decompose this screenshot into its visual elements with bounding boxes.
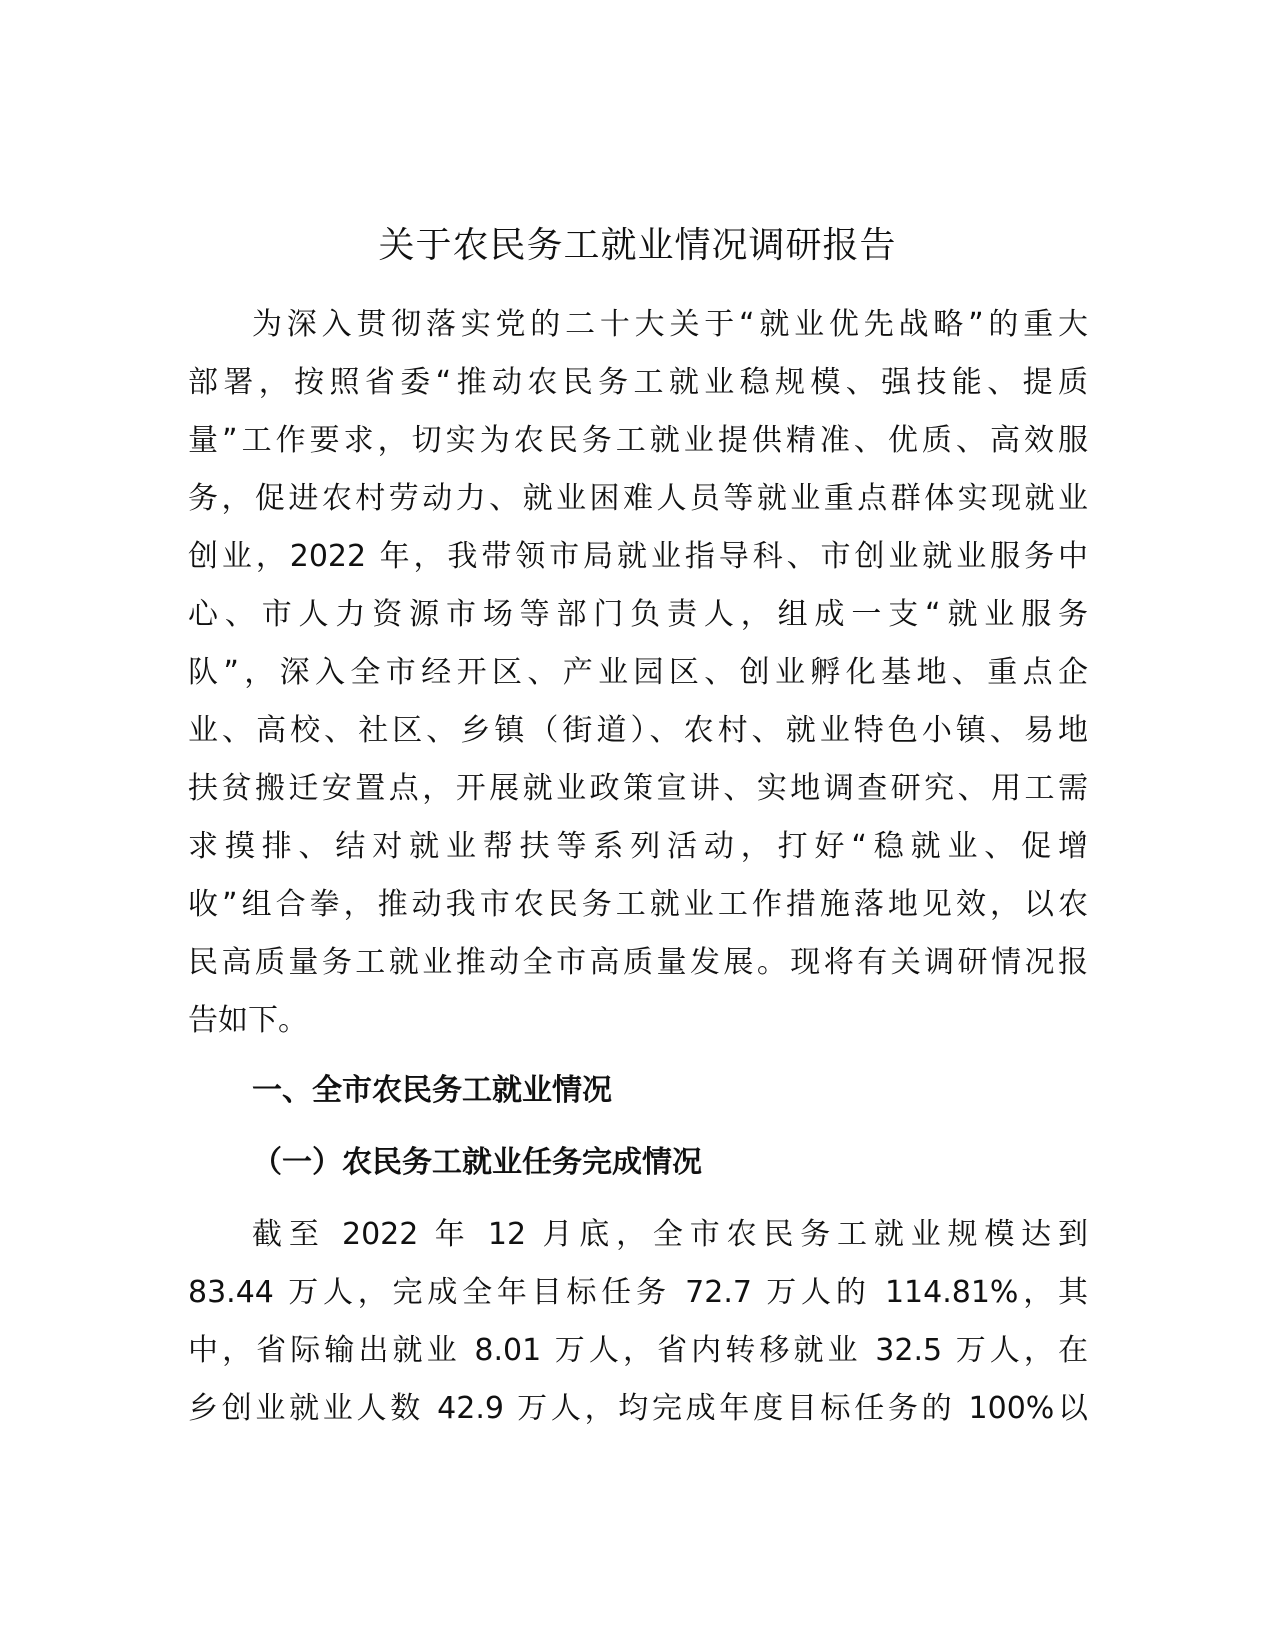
- text-line: 务，促进农村劳动力、就业困难人员等就业重点群体实现就业: [188, 481, 1088, 516]
- document-title: 关于农民务工就业情况调研报告: [378, 225, 897, 266]
- text-line: 队”，深入全市经开区、产业园区、创业孵化基地、重点企: [188, 655, 1088, 690]
- intro-paragraph: [188, 296, 1088, 1050]
- text-line: 求摸排、结对就业帮扶等系列活动，打好“稳就业、促增: [188, 829, 1088, 864]
- text-line: 截至 2022 年 12 月底，全市农民务工就业规模达到: [252, 1217, 1088, 1252]
- task-completion-paragraph: [188, 1206, 1088, 1438]
- text-line: 乡创业就业人数 42.9 万人，均完成年度目标任务的 100%以: [188, 1391, 1088, 1426]
- text-line: 业、高校、社区、乡镇（街道）、农村、就业特色小镇、易地: [188, 713, 1088, 748]
- text-line: 为深入贯彻落实党的二十大关于“就业优先战略”的重大: [252, 307, 1088, 342]
- text-line: 量”工作要求，切实为农民务工就业提供精准、优质、高效服: [188, 423, 1088, 458]
- text-line: 心、市人力资源市场等部门负责人，组成一支“就业服务: [188, 597, 1088, 632]
- text-line: 告如下。: [188, 1003, 308, 1038]
- text-line: 民高质量务工就业推动全市高质量发展。现将有关调研情况报: [188, 945, 1088, 980]
- text-line: 创业，2022 年，我带领市局就业指导科、市创业就业服务中: [188, 539, 1088, 574]
- text-line: 中，省际输出就业 8.01 万人，省内转移就业 32.5 万人，在: [188, 1333, 1088, 1368]
- subsection-heading: （一）农民务工就业任务完成情况: [252, 1145, 702, 1180]
- text-line: 部署，按照省委“推动农民务工就业稳规模、强技能、提质: [188, 365, 1088, 400]
- text-line: 扶贫搬迁安置点，开展就业政策宣讲、实地调查研究、用工需: [188, 771, 1088, 806]
- section-heading: 一、全市农民务工就业情况: [252, 1073, 612, 1108]
- text-line: 收”组合拳，推动我市农民务工就业工作措施落地见效，以农: [188, 887, 1088, 922]
- text-line: 83.44 万人，完成全年目标任务 72.7 万人的 114.81%，其: [188, 1275, 1088, 1310]
